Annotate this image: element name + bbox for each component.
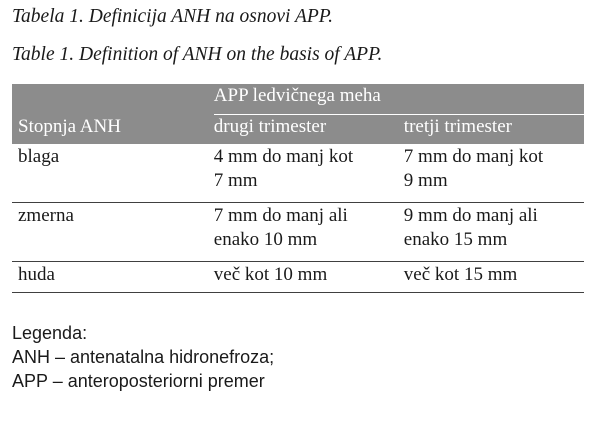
header-empty-cell xyxy=(12,84,214,115)
cell-line: enako 15 mm xyxy=(403,229,508,250)
table-body xyxy=(12,144,584,293)
second-trimester-cell xyxy=(214,262,404,293)
cell-line: več kot 15 mm xyxy=(403,264,518,285)
table-legend xyxy=(12,321,274,393)
header-row-group xyxy=(12,84,584,115)
anh-definition-table xyxy=(12,84,584,293)
table-row xyxy=(12,262,584,293)
table-caption-english: Table 1. Definition of ANH on the basis of APP. xyxy=(12,44,383,65)
cell-line: 9 mm xyxy=(403,170,448,191)
second-trimester-cell xyxy=(214,203,404,262)
cell-line: 7 mm do manj kot xyxy=(403,146,544,167)
cell-line: 7 mm xyxy=(213,170,258,191)
cell-line: enako 10 mm xyxy=(213,229,318,250)
table-header xyxy=(12,84,584,144)
cell-line: 9 mm do manj ali xyxy=(403,205,538,226)
header-third-trimester: tretji trimester xyxy=(403,116,512,137)
third-trimester-cell xyxy=(404,262,584,293)
cell-line: več kot 10 mm xyxy=(213,264,328,285)
second-trimester-cell xyxy=(214,144,404,203)
header-second-trimester: drugi trimester xyxy=(213,116,327,137)
third-trimester-cell xyxy=(404,144,584,203)
legend-title: Legenda: xyxy=(12,323,88,343)
cell-line: 7 mm do manj ali xyxy=(213,205,348,226)
grade-cell: blaga xyxy=(18,146,60,167)
third-trimester-cell xyxy=(404,203,584,262)
grade-cell: zmerna xyxy=(18,205,74,226)
header-grade: Stopnja ANH xyxy=(18,115,121,137)
table-row xyxy=(12,203,584,262)
table-row xyxy=(12,144,584,203)
cell-line: 4 mm do manj kot xyxy=(213,146,354,167)
legend-item-app: APP – anteroposteriorni premer xyxy=(12,371,265,391)
header-row-columns xyxy=(12,115,584,145)
legend-item-anh: ANH – antenatalna hidronefroza; xyxy=(12,347,275,367)
table-caption-slovene: Tabela 1. Definicija ANH na osnovi APP. xyxy=(12,6,334,27)
grade-cell: huda xyxy=(18,264,55,285)
group-header-app: APP ledvičnega meha xyxy=(214,84,584,115)
